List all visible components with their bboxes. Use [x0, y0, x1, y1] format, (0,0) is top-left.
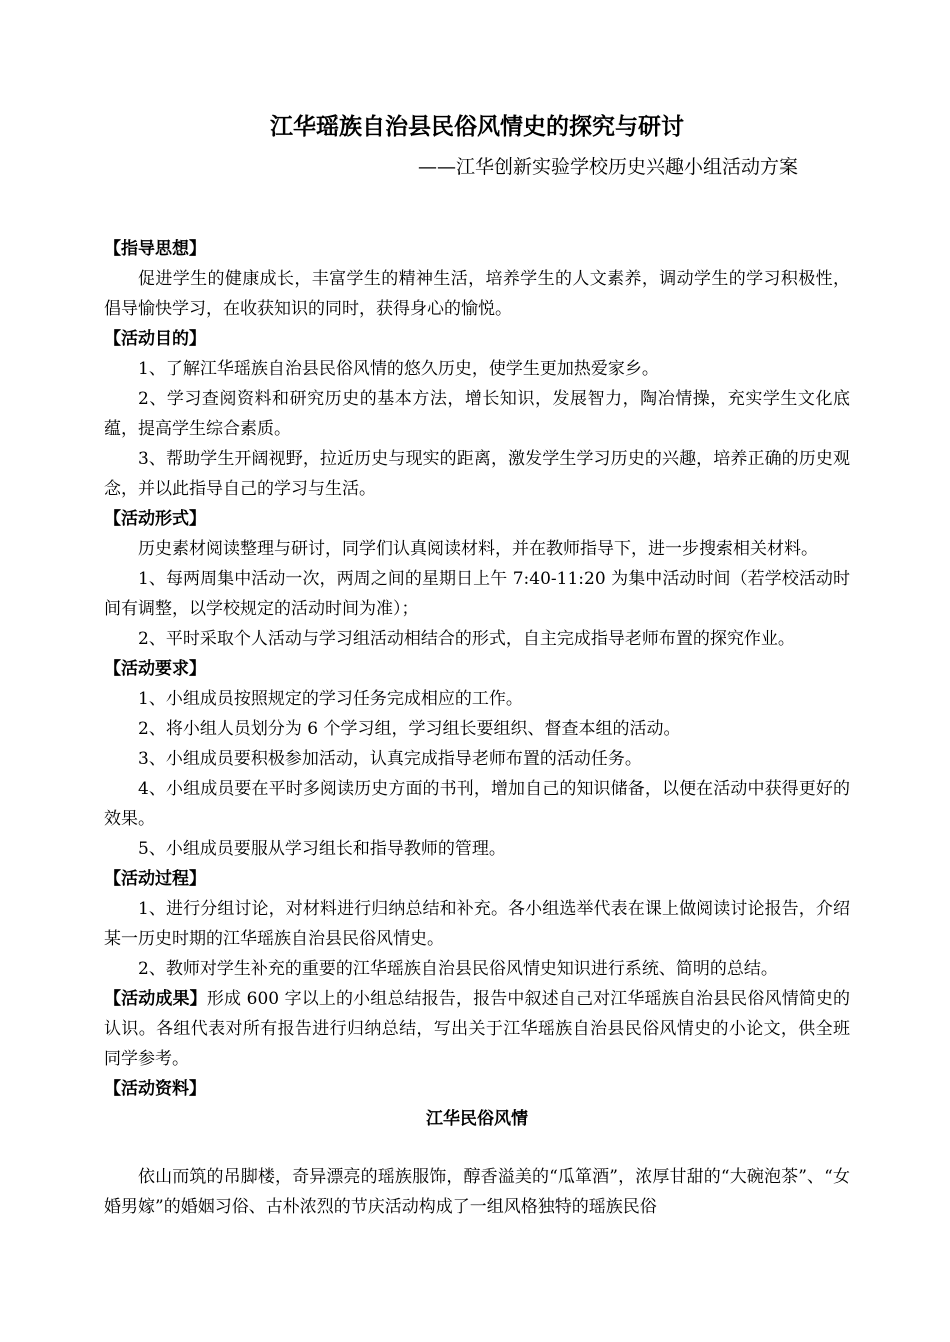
section-activity-form [104, 504, 850, 654]
section-heading: 【活动形式】 [104, 509, 206, 529]
paragraph: 1、进行分组讨论，对材料进行归纳总结和补充。各小组选举代表在课上做阅读讨论报告，介绍某一历史时期的江华瑶族自治县民俗风情史。 [104, 899, 850, 949]
section-activity-materials [104, 1074, 850, 1222]
paragraph: 3、帮助学生开阔视野，拉近历史与现实的距离，激发学生学习历史的兴趣，培养正确的历史观念，并以此指导自己的学习与生活。 [104, 449, 850, 499]
section-guiding-ideology [104, 234, 850, 324]
section-activity-process [104, 864, 850, 984]
materials-title: 江华民俗风情 [426, 1109, 528, 1129]
paragraph: 历史素材阅读整理与研讨，同学们认真阅读材料，并在教师指导下，进一步搜索相关材料。 [138, 539, 818, 559]
section-heading: 【活动目的】 [104, 329, 206, 349]
paragraph: 2、平时采取个人活动与学习组活动相结合的形式，自主完成指导老师布置的探究作业。 [138, 629, 795, 649]
paragraph [104, 984, 850, 1074]
section-heading: 【活动过程】 [104, 869, 206, 889]
section-heading: 【活动成果】 [104, 989, 207, 1009]
paragraph: 1、每两周集中活动一次，两周之间的星期日上午 7:40-11:20 为集中活动时间（若学校活动时间有调整，以学校规定的活动时间为准）； [104, 569, 850, 619]
paragraph: 3、小组成员要积极参加活动，认真完成指导老师布置的活动任务。 [138, 749, 642, 769]
paragraph: 1、了解江华瑶族自治县民俗风情的悠久历史，使学生更加热爱家乡。 [138, 359, 659, 379]
paragraph: 促进学生的健康成长，丰富学生的精神生活，培养学生的人文素养，调动学生的学习积极性，倡导愉快学习，在收获知识的同时，获得身心的愉悦。 [104, 269, 850, 319]
section-activity-purpose [104, 324, 850, 504]
section-heading: 【指导思想】 [104, 239, 206, 259]
results-text: 形成 600 字以上的小组总结报告，报告中叙述自己对江华瑶族自治县民俗风情简史的认识。各组代表对所有报告进行归纳总结，写出关于江华瑶族自治县民俗风情史的小论文，供全班同学参考。 [104, 989, 850, 1069]
section-heading: 【活动资料】 [104, 1079, 206, 1099]
paragraph: 1、小组成员按照规定的学习任务完成相应的工作。 [138, 689, 523, 709]
section-heading: 【活动要求】 [104, 659, 206, 679]
document-page [104, 112, 850, 1222]
paragraph: 5、小组成员要服从学习组长和指导教师的管理。 [138, 839, 506, 859]
paragraph: 2、教师对学生补充的重要的江华瑶族自治县民俗风情史知识进行系统、简明的总结。 [138, 959, 778, 979]
paragraph: 依山而筑的吊脚楼，奇异漂亮的瑶族服饰，醇香溢美的“瓜箪酒”，浓厚甘甜的“大碗泡茶”、“女婚男嫁”的婚姻习俗、古朴浓烈的节庆活动构成了一组风格独特的瑶族民俗 [104, 1167, 850, 1217]
paragraph: 2、学习查阅资料和研究历史的基本方法，增长知识，发展智力，陶冶情操，充实学生文化底蕴，提高学生综合素质。 [104, 389, 850, 439]
paragraph: 4、小组成员要在平时多阅读历史方面的书刊，增加自己的知识储备，以便在活动中获得更好的效果。 [104, 779, 850, 829]
paragraph: 2、将小组人员划分为 6 个学习组，学习组长要组织、督查本组的活动。 [138, 719, 681, 739]
section-activity-requirements [104, 654, 850, 864]
section-activity-results [104, 984, 850, 1074]
document-title: 江华瑶族自治县民俗风情史的探究与研讨 [270, 113, 684, 140]
document-body [104, 234, 850, 1222]
document-subtitle: ——江华创新实验学校历史兴趣小组活动方案 [417, 156, 798, 178]
